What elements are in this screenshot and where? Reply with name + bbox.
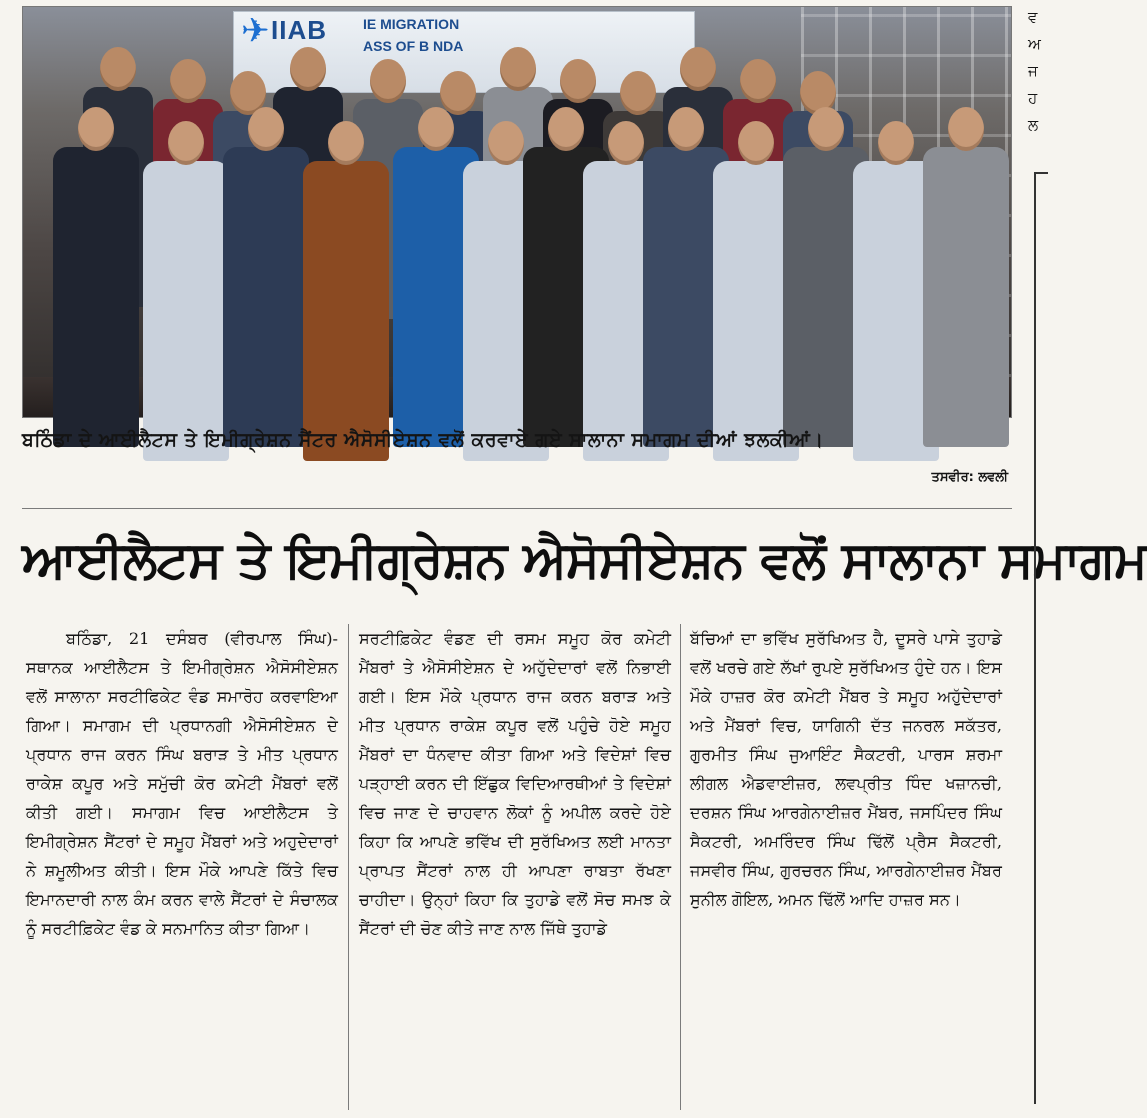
column-divider (348, 624, 349, 1110)
article-column-1 (26, 624, 338, 1112)
adjacent-article-fragment (1028, 4, 1044, 139)
person-head (488, 121, 524, 165)
person-head (418, 107, 454, 151)
photo-caption: ਬਠਿੰਡਾ ਦੇ ਆਈਲੈਟਸ ਤੇ ਇਮੀਗ੍ਰੇਸ਼ਨ ਸੈਂਟਰ ਐਸੋਸੀਏਸ਼ਨ ਵਲੋਂ ਕਰਵਾਏ ਗਏ ਸਾਲਾਨਾ ਸਮਾਗਮ ਦੀਆਂ ਝਲਕੀਆਂ। (22, 429, 824, 451)
banner-logo: IIAB (271, 15, 327, 45)
person-head (328, 121, 364, 165)
photo-credit: ਤਸਵੀਰ: ਲਵਲੀ (931, 470, 1008, 485)
group-photo (22, 6, 1012, 418)
adjacent-box-border (1034, 172, 1048, 1104)
person-head (668, 107, 704, 151)
article-paragraph: ਸਰਟੀਫ਼ਿਕੇਟ ਵੰਡਣ ਦੀ ਰਸਮ ਸਮੂਹ ਕੋਰ ਕਮੇਟੀ ਮੈਂਬਰਾਂ ਤੇ ਐਸੋਸੀਏਸ਼ਨ ਦੇ ਅਹੁੱਦੇਦਾਰਾਂ ਵਲੋਂ ਨਿਭਾਈ ਗਈ। ਇਸ ਮੌਕੇ ਪ੍ਰਧਾਨ ਰਾਜ ਕਰਨ ਬਰਾੜ ਅਤੇ ਮੀਤ ਪ੍ਰਧਾਨ ਰਾਕੇਸ਼ ਕਪੂਰ ਵਲੋਂ ਪਹੁੰਚੇ ਹੋਏ ਸਮੂਹ ਮੈਂਬਰਾਂ ਦਾ ਧੰਨਵਾਦ ਕੀਤਾ ਗਿਆ ਅਤੇ ਵਿਦੇਸ਼ਾਂ ਵਿਚ ਪੜ੍ਹਾਈ ਕਰਨ ਦੀ ਇੱਛੁਕ ਵਿਦਿਆਰਥੀਆਂ ਤੇ ਵਿਦੇਸ਼ਾਂ ਵਿਚ ਜਾਣ ਦੇ ਚਾਹਵਾਨ ਲੋਕਾਂ ਨੂੰ ਅਪੀਲ ਕਰਦੇ ਹੋਏ ਕਿਹਾ ਕਿ ਆਪਣੇ ਭਵਿੱਖ ਦੀ ਸੁਰੱਖਿਅਤ ਲਈ ਮਾਨਤਾ ਪ੍ਰਾਪਤ ਸੈਂਟਰਾਂ ਨਾਲ ਹੀ ਆਪਣਾ ਰਾਬਤਾ ਰੱਖਣਾ ਚਾਹੀਦਾ। ਉਨ੍ਹਾਂ ਕਿਹਾ ਕਿ ਤੁਹਾਡੇ ਵਲੋਂ ਸੋਚ ਸਮਝ ਕੇ ਸੈਂਟਰਾਂ ਦੀ ਚੋਣ ਕੀਤੇ ਜਾਣ ਨਾਲ ਜਿੱਥੇ ਤੁਹਾਡੇ (359, 629, 671, 938)
person-head (440, 71, 476, 115)
person-head (560, 59, 596, 103)
person-head (738, 121, 774, 165)
article-column-2 (359, 624, 671, 1112)
article-paragraph: ਬੱਚਿਆਂ ਦਾ ਭਵਿੱਖ ਸੁਰੱਖਿਅਤ ਹੈ, ਦੂਸਰੇ ਪਾਸੇ ਤੁਹਾਡੇ ਵਲੋਂ ਖਰਚੇ ਗਏ ਲੱਖਾਂ ਰੁਪਏ ਸੁਰੱਖਿਅਤ ਹੁੰਦੇ ਹਨ। ਇਸ ਮੌਕੇ ਹਾਜ਼ਰ ਕੋਰ ਕਮੇਟੀ ਮੈਂਬਰ ਤੇ ਸਮੂਹ ਅਹੁੱਦੇਦਾਰਾਂ ਅਤੇ ਮੈਂਬਰਾਂ ਵਿਚ, ਯਾਗਿਨੀ ਦੱਤ ਜਨਰਲ ਸਕੱਤਰ, ਗੁਰਮੀਤ ਸਿੰਘ ਜੁਆਇੰਟ ਸੈਕਟਰੀ, ਪਾਰਸ ਸ਼ਰਮਾ ਲੀਗਲ ਐਡਵਾਈਜ਼ਰ, ਲਵਪ੍ਰੀਤ ਧਿੰਦ ਖਜ਼ਾਨਚੀ, ਦਰਸ਼ਨ ਸਿੰਘ ਆਰਗੇਨਾਈਜ਼ਰ ਮੈਂਬਰ, ਜਸਪਿੰਦਰ ਸਿੰਘ ਸੈਕਟਰੀ, ਅਮਰਿੰਦਰ ਸਿੰਘ ਢਿੱਲੋਂ ਪ੍ਰੈਸ ਸੈਕਟਰੀ, ਜਸਵੀਰ ਸਿੰਘ, ਗੁਰਚਰਨ ਸਿੰਘ, ਆਰਗੇਨਾਈਜ਼ਰ ਮੈਂਬਰ ਸੁਨੀਲ ਗੋਇਲ, ਅਮਨ ਢਿੱਲੋਂ ਆਦਿ ਹਾਜ਼ਰ ਸਨ। (690, 629, 1002, 909)
person-head (680, 47, 716, 91)
column-divider (680, 624, 681, 1110)
article-column-3 (690, 624, 1002, 1112)
headline: ਆਈਲੈਟਸ ਤੇ ਇਮੀਗ੍ਰੇਸ਼ਨ ਐਸੋਸੀਏਸ਼ਨ ਵਲੋਂ ਸਾਲਾਨਾ ਸਮਾਗਮ (22, 531, 1147, 590)
person-head (620, 71, 656, 115)
fragment-line: ਜ (1028, 62, 1038, 80)
person-head (548, 107, 584, 151)
person-head (500, 47, 536, 91)
person-head (78, 107, 114, 151)
airplane-icon: ✈ (241, 11, 270, 51)
person-body (223, 147, 309, 447)
fragment-line: ਹ (1028, 89, 1038, 107)
fragment-line: ਵ (1028, 8, 1038, 26)
person-head (740, 59, 776, 103)
person-head (608, 121, 644, 165)
person-head (370, 59, 406, 103)
banner-text-line1: IE MIGRATION (363, 16, 460, 32)
person-head (168, 121, 204, 165)
fragment-line: ਅ (1028, 35, 1041, 53)
article-paragraph: ਬਠਿੰਡਾ, 21 ਦਸੰਬਰ (ਵੀਰਪਾਲ ਸਿੰਘ)- ਸਥਾਨਕ ਆਈਲੈਟਸ ਤੇ ਇਮੀਗ੍ਰੇਸ਼ਨ ਐਸੋਸੀਏਸ਼ਨ ਵਲੋਂ ਸਾਲਾਨਾ ਸਰਟੀਫਿਕੇਟ ਵੰਡ ਸਮਾਰੋਹ ਕਰਵਾਇਆ ਗਿਆ। ਸਮਾਗਮ ਦੀ ਪ੍ਰਧਾਨਗੀ ਐਸੋਸੀਏਸ਼ਨ ਦੇ ਪ੍ਰਧਾਨ ਰਾਜ ਕਰਨ ਸਿੰਘ ਬਰਾੜ ਤੇ ਮੀਤ ਪ੍ਰਧਾਨ ਰਾਕੇਸ਼ ਕਪੂਰ ਅਤੇ ਸਮੁੱਚੀ ਕੋਰ ਕਮੇਟੀ ਮੈਂਬਰਾਂ ਵਲੋਂ ਕੀਤੀ ਗਈ। ਸਮਾਗਮ ਵਿਚ ਆਈਲੈਟਸ ਤੇ ਇਮੀਗ੍ਰੇਸ਼ਨ ਸੈਂਟਰਾਂ ਦੇ ਸਮੂਹ ਮੈਂਬਰਾਂ ਅਤੇ ਅਹੁਦੇਦਾਰਾਂ ਨੇ ਸ਼ਮੂਲੀਅਤ ਕੀਤੀ। ਇਸ ਮੌਕੇ ਆਪਣੇ ਕਿੱਤੇ ਵਿਚ ਇਮਾਨਦਾਰੀ ਨਾਲ ਕੰਮ ਕਰਨ ਵਾਲੇ ਸੈਂਟਰਾਂ ਦੇ ਸੰਚਾਲਕ ਨੂੰ ਸਰਟੀਫ਼ਿਕੇਟ ਵੰਡ ਕੇ ਸਨਮਾਨਿਤ ਕੀਤਾ ਗਿਆ। (26, 629, 338, 938)
person-body (923, 147, 1009, 447)
fragment-line: ਲ (1028, 116, 1039, 134)
person-body (53, 147, 139, 447)
person-head (100, 47, 136, 91)
person-head (248, 107, 284, 151)
person-body (143, 161, 229, 461)
person-head (808, 107, 844, 151)
banner-text-line2: ASS OF B NDA (363, 38, 464, 54)
person-head (878, 121, 914, 165)
person-head (948, 107, 984, 151)
divider (22, 508, 1012, 509)
person-head (170, 59, 206, 103)
person-body (303, 161, 389, 461)
person-head (290, 47, 326, 91)
